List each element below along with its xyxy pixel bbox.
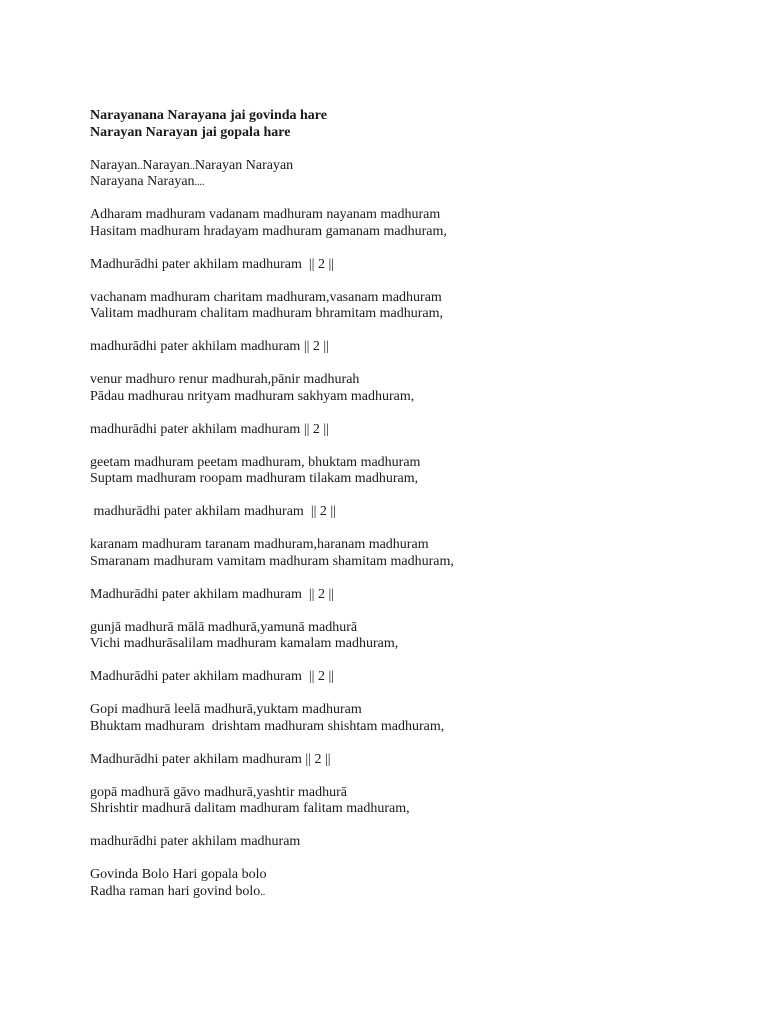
spacer [90,653,710,670]
spacer [90,191,710,208]
spacer [90,570,710,587]
spacer [90,240,710,257]
spacer [90,686,710,703]
title-line-2: Narayan Narayan jai gopala hare [90,124,291,140]
verse-line: Pādau madhurau nrityam madhuram sakhyam madhuram, [90,388,415,404]
closing-line-2: Radha raman hari govind bolo.. [90,883,266,899]
document-page [90,108,710,900]
spacer [90,356,710,373]
verse-line: Suptam madhuram roopam madhuram tilakam madhuram, [90,471,419,486]
verse-line: vachanam madhuram charitam madhuram,vasanam madhuram [90,289,442,305]
spacer [90,818,710,835]
refrain-line: madhurādhi pater akhilam madhuram || 2 || [90,421,330,437]
spacer [90,141,710,158]
closing-line-1: Govinda Bolo Hari gopala bolo [90,867,267,882]
verse-line: karanam madhuram taranam madhuram,haranam madhuram [90,537,429,552]
spacer [90,405,710,422]
spacer [90,851,710,868]
refrain-line: madhurādhi pater akhilam madhuram || 2 || [90,504,337,519]
verse-line: Hasitam madhuram hradayam madhuram gamanam madhuram, [90,223,447,239]
refrain-line: Madhurādhi pater akhilam madhuram || 2 || [90,586,335,602]
refrain-line: madhurādhi pater akhilam madhuram [90,834,301,849]
spacer [90,438,710,455]
spacer [90,488,710,505]
spacer [90,603,710,620]
verse-line: Gopi madhurā leelā madhurā,yuktam madhuram [90,702,362,717]
refrain-line: Madhurādhi pater akhilam madhuram || 2 || [90,256,335,272]
verse-line: venur madhuro renur madhurah,pānir madhurah [90,372,360,387]
verse-line: Bhuktam madhuram drishtam madhuram shishtam madhuram, [90,718,445,734]
verse-line: gunjā madhurā mālā madhurā,yamunā madhurā [90,619,358,635]
spacer [90,521,710,538]
refrain-line: Madhurādhi pater akhilam madhuram || 2 || [90,751,331,767]
refrain-line: madhurādhi pater akhilam madhuram || 2 || [90,339,330,354]
verse-line: Shrishtir madhurā dalitam madhuram falitam madhuram, [90,801,410,816]
spacer [90,735,710,752]
verse-line: gopā madhurā gāvo madhurā,yashtir madhurā [90,784,347,800]
spacer [90,323,710,340]
verse-line: Smaranam madhuram vamitam madhuram shamitam madhuram, [90,553,454,569]
intro-line-2: Narayana Narayan.... [90,174,205,189]
verse-line: geetam madhuram peetam madhuram, bhuktam madhuram [90,454,421,470]
spacer [90,273,710,290]
verse-line: Valitam madhuram chalitam madhuram bhramitam madhuram, [90,306,444,321]
verse-line: Adharam madhuram vadanam madhuram nayanam madhuram [90,207,441,222]
spacer [90,768,710,785]
verse-line: Vichi madhurāsalilam madhuram kamalam madhuram, [90,636,399,651]
refrain-line: Madhurādhi pater akhilam madhuram || 2 || [90,669,335,684]
intro-line-1: Narayan..Narayan..Narayan Narayan [90,157,294,173]
title-line-1: Narayanana Narayana jai govinda hare [90,108,327,123]
